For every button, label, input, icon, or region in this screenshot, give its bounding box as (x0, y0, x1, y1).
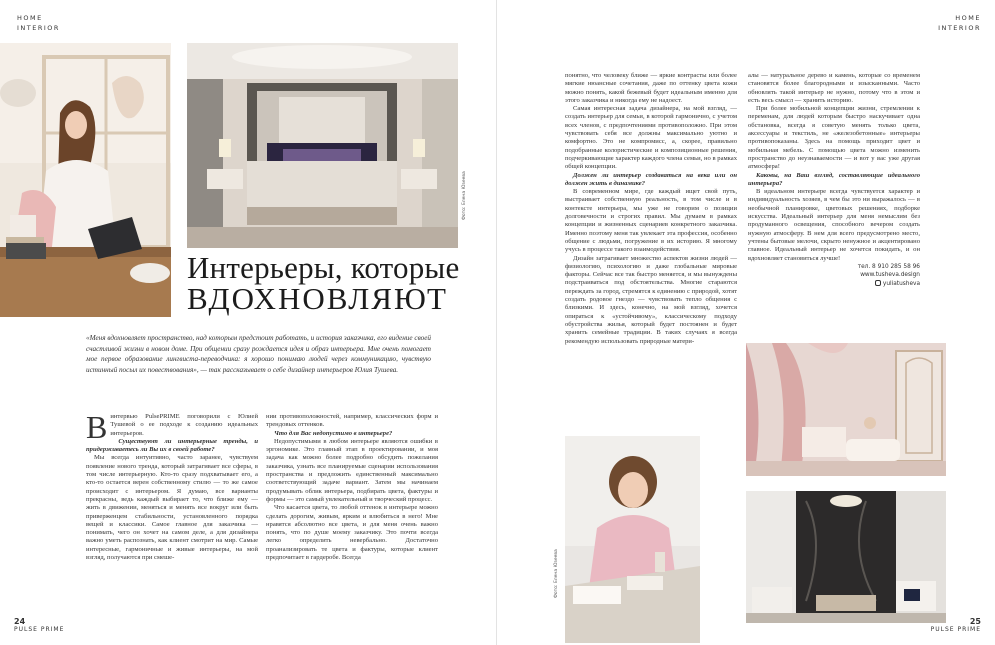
page-number: 24 (14, 617, 26, 626)
designer-contacts (748, 263, 920, 289)
bedroom-illustration (187, 43, 458, 248)
section-header-left: HOME INTERIOR (17, 14, 60, 32)
article-column-3: понятно, что человеку ближе — яркие контрасты или более мягкие нюансные сочетания, даже по оттенку цвета кожи можно понять, какой бежевый будет идеальным именно для этого заказчика и никогда ему не надоест. Самая интересная задача дизайнера, на мой взгляд, — создать интерьер для семьи, в которой гармонично, с учетом всех членов, с предпочтениями противоположно. При этом чувствовать себя все должны максимально уютно и комфортно. Это не компромисс, а, скорее, правильно подобранные колористические и композиционные решения, подчеркивающие характер каждого члена семьи, но в рамках общей концепции. Должен ли интерьер создаваться на века или он должен жить в динамике? В современном мире, где каждый ищет свой путь, выстраивает собственную реальность, в том числе и в контексте интерьера, мы уже не говорим о позиции долговечности и строгих правил. Мы думаем в рамках концепции и жизненных сценариев конкретного заказчика. Именно поэтому меня так увлекает эта профессия, особенно общение с людьми, погружение в их историю. Я многому учусь в процессе такого взаимодействия. Дизайн затрагивает множество аспектов жизни людей — физиологию, психологию и даже глобальные мировые факторы. Сейчас все так быстро меняется, и мы вынуждены подстраиваться под обстоятельства. Многие стараются переждать за город, стремятся к единению с природой, хотят создать родовое гнездо — чувствовать тепло общения с близкими. И здесь, конечно, на мой взгляд, хочется опираться к «устойчивому», классическому подходу обустройства жилья, который будет постоянен и будет хранить семейные традиции. В таких случаях я всегда рекомендую использовать природные матери- (565, 72, 737, 345)
article-column-2: нии противоположностей, например, классических форм и трендовых оттенков. Что для Вас недопустимо в интерьере? Недопустимыми в любом интерьере являются ошибки в эргономике. Это главный этап в проектировании, и моя задача как можно более подробно обсудить пожелания заказчика, узнать все планируемые сценарии использования пространства и предложить единственный максимально соответствующий задаче вариант. Затем мы начинаем продумывать облик интерьера, подбирать цвета, фактуры и формы — это самый увлекательный и творческий процесс. Что касается цвета, то любой оттенок в интерьере можно сделать дорогим, живым, ярким и влюбиться в него! Мне нравятся абсолютно все цвета, и для меня очень важно понять, что по душе моему заказчику. Это почти всегда легко определить невербально. Достаточно проанализировать те цвета и фактуры, которые клиент предпочитает в гардеробе. Всегда (266, 413, 438, 562)
answer-trends: Мы всегда интуитивно, часто заранее, чувствуем появление нового тренда, который затрагивает все сферы, в том числе интерьерную. Кто-то сразу подхватывает его, а кто-то остается верен собственному стилю — то же самое происходит с интерьером. Я думаю, все варианты прекрасны, ведь каждый выбирает то, что ближе ему — жить в движении, меняться и менять все вокруг или быть приверженцем стабильности, установленного порядка вещей и классики. Самое главное для заказчика — понимать, чего он хочет на самом деле, а для дизайнера важно уметь распознать, как клиент смотрит на мир. Самые интересные, гармоничные и живые интерьеры, на мой взгляд, получаются при смеше- (86, 454, 258, 562)
page-footer-right (931, 617, 981, 633)
question-ideal-interior: Каковы, на Ваш взгляд, составляющие идеального интерьера? (748, 171, 920, 187)
magazine-brand: PULSE PRIME (930, 626, 981, 633)
question-interior-longevity: Должен ли интерьер создаваться на века или он должен жить в динамике? (565, 171, 737, 187)
bedroom-interior-photo (187, 43, 458, 248)
designer-desk-illustration (565, 436, 700, 643)
left-page (0, 0, 497, 645)
instagram-icon (875, 280, 881, 286)
article-title: Интерьеры, которые ВДОХНОВЛЯЮТ (187, 250, 460, 316)
magazine-brand: PULSE PRIME (14, 626, 65, 633)
photo-credit-top: Фото: Елена Юзеева (462, 171, 467, 220)
pink-bedroom-illustration (746, 343, 946, 476)
designer-portrait-illustration (0, 43, 171, 317)
designer-at-desk-photo (565, 436, 700, 643)
question-trends: Существуют ли интерьерные тренды, и придерживаетесь ли Вы их в своей работе? (86, 437, 258, 454)
living-room-photo (746, 491, 946, 623)
article-column-4: алы — натуральное дерево и камень, которые со временем становятся более благородными и изысканными. Часто обновлять такой интерьер не нужно, потому что в этом и есть весь смысл — хранить историю. При более мобильной концепции жизни, стремлении к переменам, для людей которым быстро наскучивает одна обстановка, всегда я советую менять только цвета, аксессуары и текстиль, не «железобетонные» интерьеры противопоказаны. Здесь на помощь приходит цвет и мобильная мебель. С помощью цвета можно изменить пространство до неузнаваемости — и вот у вас уже другая атмосфера! Каковы, на Ваш взгляд, составляющие идеального интерьера? В идеальном интерьере всегда чувствуется характер и индивидуальность хозяев, в чем бы это ни выражалось — в необычной планировке, цветовых решениях, подборке искусства. Идеальный интерьер для меня немыслим без продуманного освещения, способного вечером создать нужную атмосферу. В нем для всего предусмотрено место, учтены бытовые мелочи, скрыто ненужное и акцентировано главное. Идеальный интерьер не хочется покидать, и он вдохновляет становиться лучше! тел. 8 910 285 58 96 www.tusheva.design yuliatusheva (748, 72, 920, 287)
pink-bedroom-photo (746, 343, 946, 476)
section-header-right: HOME INTERIOR (938, 14, 981, 32)
designer-portrait-photo (0, 43, 171, 317)
contact-website: www.tusheva.design (860, 272, 920, 279)
living-room-illustration (746, 491, 946, 623)
question-unacceptable: Что для Вас недопустимо в интерьере? (274, 429, 393, 437)
right-page (497, 0, 995, 645)
contact-phone: тел. 8 910 285 58 96 (857, 263, 920, 270)
contact-instagram: yuliatusheva (748, 280, 920, 289)
page-number: 25 (969, 617, 981, 626)
page-footer-left (14, 617, 64, 633)
intro-paragraph: Винтервью PulsePRIME поговорили с Юлией Тушевой о ее подходе к созданию идеальных интерьеров. (86, 409, 258, 445)
article-lead-quote: «Меня вдохновляет пространство, над которым предстоит работать, и история заказчика, его видение своей счастливой жизни в новом доме. При общении сразу рождается идея и образ интерьера. Мне очень помогает мое первое образование лингвиста-переводчика: я хорошо понимаю людей через коммуникацию, чувствую истинный посыл их повествования», — так рассказывает о себе дизайнер интерьеров Юлия Тушева. (86, 334, 431, 374)
photo-credit-bottom: Фото: Елена Юзеева (554, 549, 559, 598)
article-column-1 (86, 409, 258, 562)
